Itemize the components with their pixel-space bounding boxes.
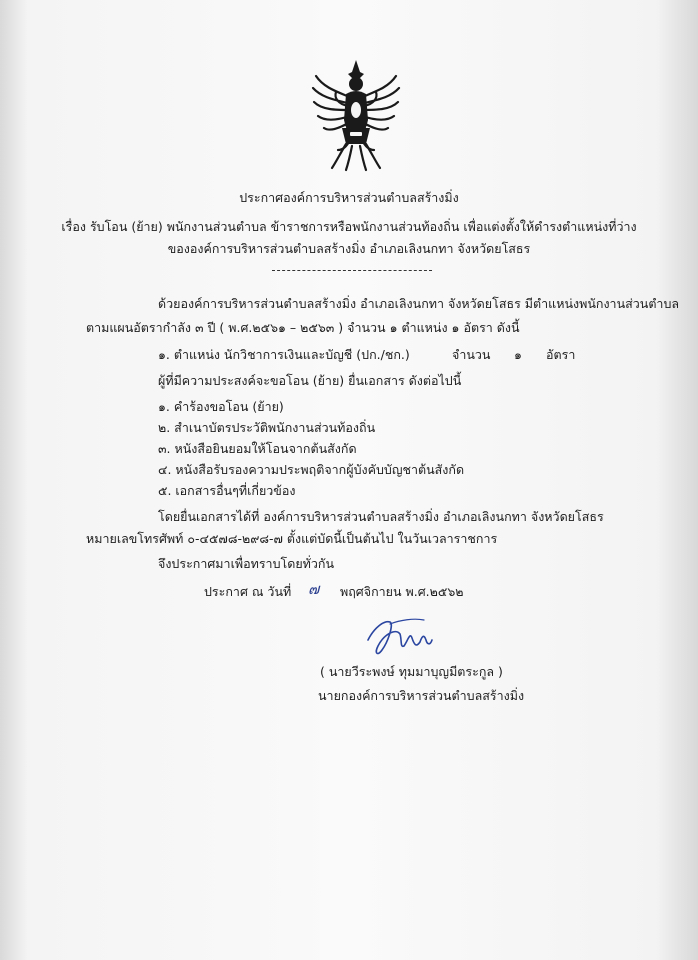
subject-line-1: เรื่อง รับโอน (ย้าย) พนักงานส่วนตำบล ข้าราชการหรือพนักงานส่วนท้องถิ่น เพื่อแต่งตั้งให้ดำรงตำแหน่งที่ว่าง xyxy=(61,219,637,234)
document-item: ๔. หนังสือรับรองความประพฤติจากผู้บังคับบัญชาต้นสังกัด xyxy=(158,462,465,477)
signatory-name: ( นายวีระพงษ์ ทุมมาบุญมีตระกูล ) xyxy=(320,664,503,679)
date-prefix: ประกาศ ณ วันที่ xyxy=(204,584,292,599)
position-amount: ๑ xyxy=(514,347,522,362)
announcement-title: ประกาศองค์การบริหารส่วนตำบลสร้างมิ่ง xyxy=(239,190,459,205)
submission-line-2: หมายเลขโทรศัพท์ ๐-๔๕๗๘-๒๙๘-๗ ตั้งแต่บัดนี้เป็นต้นไป ในวันเวลาราชการ xyxy=(86,531,498,546)
position-label: ๑. ตำแหน่ง นักวิชาการเงินและบัญชี (ปก./ชก.) xyxy=(158,347,410,362)
subject-line-2: ขององค์การบริหารส่วนตำบลสร้างมิ่ง อำเภอเลิงนกทา จังหวัดยโสธร xyxy=(167,241,531,256)
document-item: ๑. คำร้องขอโอน (ย้าย) xyxy=(158,399,284,414)
date-day: ๗ xyxy=(308,580,320,598)
intro-line-2: ตามแผนอัตรากำลัง ๓ ปี ( พ.ศ.๒๕๖๑ – ๒๕๖๓ ) จำนวน ๑ ตำแหน่ง ๑ อัตรา ดังนี้ xyxy=(86,320,520,335)
handwritten-signature-icon xyxy=(360,610,442,660)
position-amount-label: จำนวน xyxy=(452,347,491,362)
position-unit: อัตรา xyxy=(546,347,576,362)
date-month-year: พฤศจิกายน พ.ศ.๒๕๖๒ xyxy=(340,584,464,599)
document-item: ๕. เอกสารอื่นๆที่เกี่ยวข้อง xyxy=(158,483,296,498)
intro-line-1: ด้วยองค์การบริหารส่วนตำบลสร้างมิ่ง อำเภอเลิงนกทา จังหวัดยโสธร มีตำแหน่งพนักงานส่วนตำบล xyxy=(158,296,680,311)
closing-statement: จึงประกาศมาเพื่อทราบโดยทั่วกัน xyxy=(158,556,335,571)
document-item: ๒. สำเนาบัตรประวัติพนักงานส่วนท้องถิ่น xyxy=(158,420,376,435)
submission-line-1: โดยยื่นเอกสารได้ที่ องค์การบริหารส่วนตำบลสร้างมิ่ง อำเภอเลิงนกทา จังหวัดยโสธร xyxy=(158,509,604,524)
documents-heading: ผู้ที่มีความประสงค์จะขอโอน (ย้าย) ยื่นเอกสาร ดังต่อไปนี้ xyxy=(158,373,462,388)
garuda-emblem-icon xyxy=(308,58,404,174)
document-item: ๓. หนังสือยินยอมให้โอนจากต้นสังกัด xyxy=(158,441,357,456)
section-divider xyxy=(272,270,432,271)
signatory-title: นายกองค์การบริหารส่วนตำบลสร้างมิ่ง xyxy=(318,688,525,703)
